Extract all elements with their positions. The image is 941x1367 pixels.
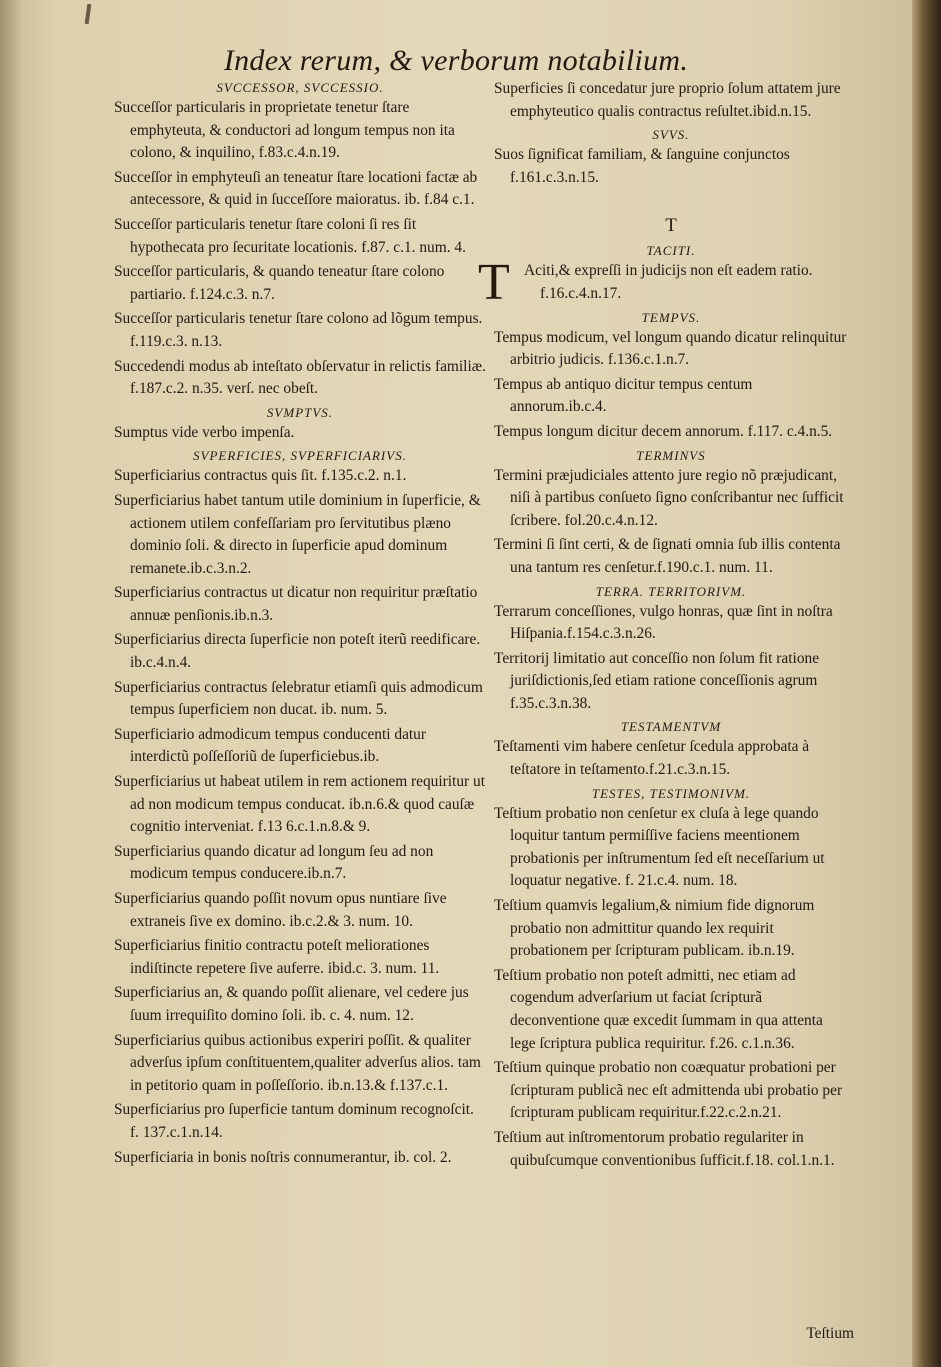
index-entry: Tempus modicum, vel longum quando dicatur relinquitur arbitrio judicis. f.136.c.1.n.7. [494, 328, 847, 369]
section-heading: TEMPVS. [641, 309, 701, 325]
catchword: Teſtium [806, 1325, 854, 1342]
index-entry: Succeſſor particularis tenetur ſtare coloni ſi res ſit hypothecata pro ſecuritate locationis. f.87. c.1. num. 4. [114, 215, 466, 256]
index-entry: Superficies ſi concedatur jure proprio ſolum attatem jure emphyteutico qualis contractus reſultet.ibid.n.15. [494, 80, 841, 120]
index-entry: Superficiarius pro ſuperficie tantum dominum recognoſcit. f. 137.c.1.n.14. [114, 1101, 474, 1141]
index-entry: Teſtamenti vim habere cenſetur ſcedula approbata à teſtatore in teſtamento.f.21.c.3.n.15. [494, 738, 810, 779]
index-entry: Suos ſignificat familiam, & ſanguine conjunctos f.161.c.3.n.15. [494, 146, 790, 186]
drop-cap: T [478, 254, 510, 312]
index-entry: Sumptus vide verbo impenſa. [114, 423, 295, 441]
index-entry: Teſtium quamvis legalium,& nimium fide dignorum probatio non admittitur quando lex requirit probationem per ſcripturam publicam. ib.n.19. [494, 897, 815, 960]
index-entry: Terrarum conceſſiones, vulgo honras, quæ ſint in noſtra Hiſpania.f.154.c.3.n.26. [494, 602, 833, 643]
index-entry: Superficiarius quando dicatur ad longum ſeu ad non modicum tempus conducere.ib.n.7. [114, 842, 434, 883]
section-heading: TERMINVS [636, 447, 706, 463]
index-entry [478, 254, 848, 312]
section-heading: SVVS. [652, 127, 690, 143]
index-entry: Superficiarius contractus ſelebratur etiamſi quis admodicum tempus ſuperficiem non ducat. ib. num. 5. [114, 678, 483, 719]
index-entry: Superficiarius quibus actionibus experiri poſſit. & qualiter adverſus ipſum conſtituentem,qualiter adverſus alios. tam in petitorio quam in poſſeſſorio. ib.n.13.& f.137.c.1. [114, 1031, 481, 1094]
index-entry: Superficiarius ut habeat utilem in rem actionem requiritur ut ad non modicum tempus conducat. ib.n.6.& quod cauſæ cognitio interveniat. f.13 6.c.1.n.8.& 9. [114, 773, 485, 836]
index-entry: Teſtium quinque probatio non coæquatur probationi per ſcripturam publicã nec eſt admittenda ubi probatio per ſcripturam publicam requiritur.f.22.c.2.n.21. [494, 1059, 843, 1122]
index-entry: Succedendi modus ab inteſtato obſervatur in relictis familiæ. f.187.c.2. n.35. verſ. nec obeſt. [114, 357, 486, 398]
index-entry: Teſtium aut inſtromentorum probatio regulariter in quibuſcumque conventionibus ſufficit.f.18. col.1.n.1. [494, 1128, 835, 1169]
section-heading: TESTES, TESTIMONIVM. [591, 785, 751, 801]
index-entry: Territorij limitatio aut conceſſio non ſolum fit ratione juriſdictionis,ſed etiam ratione conceſſionis agrum f.35.c.3.n.38. [494, 649, 820, 712]
index-entry: Tempus longum dicitur decem annorum. f.117. c.4.n.5. [494, 422, 833, 440]
index-entry: Teſtium probatio non cenſetur ex cluſa à lege quando loquitur tantum permiſſive faciens meentionem probationis per inſtrumentum ſed eſt neceſſarium ut loquatur negative. f. 21.c.4. num. 18. [494, 804, 825, 890]
index-entry: Succeſſor particularis, & quando teneatur ſtare colono partiario. f.124.c.3. n.7. [114, 263, 445, 303]
section-heading: SVMPTVS. [266, 404, 334, 420]
section-heading: SVPERFICIES, SVPERFICIARIVS. [193, 448, 407, 464]
index-entry: Teſtium probatio non poteſt admitti, nec etiam ad cogendum adverſarium ut faciat ſcripturã deconventione quæ excedit ſummam in qua attenta lege ſcriptura publica requiritur. f.26. c.1.n.36. [494, 966, 823, 1052]
index-entry: Superficiarius quando poſſit novum opus nuntiare ſive extraneis ſive ex domino. ib.c.2.& 3. num. 10. [114, 890, 447, 930]
index-entry: Superficiaria in bonis noſtris connumerantur, ib. col. 2. [114, 1148, 452, 1166]
entry-text: Aciti,& expreſſi in judicijs non eſt eadem ratio. f.16.c.4.n.17. [524, 262, 813, 302]
index-entry: Termini præjudiciales attento jure regio nõ præjudicant, niſi à partibus conſueto ſigno conſcribantur nec ſufficit ſcribere. fol.20.c.4.n.12. [494, 466, 844, 529]
section-heading: TERRA. TERRITORIVM. [595, 583, 747, 599]
right-column [478, 78, 848, 1174]
index-entry: Succeſſor particularis in proprietate tenetur ſtare emphyteuta, & conductori ad longum tempus non ita colono, & inquilino, f.83.c.4.n.19. [114, 99, 455, 162]
index-entry: Succeſſor particularis tenetur ſtare colono ad lõgum tempus. f.119.c.3. n.13. [114, 310, 483, 350]
index-entry: Tempus ab antiquo dicitur tempus centum annorum.ib.c.4. [494, 375, 753, 416]
section-heading: TESTAMENTVM [620, 719, 722, 735]
binding-shadow [0, 0, 22, 1367]
page-edge [912, 0, 941, 1367]
letter-divider: T [665, 215, 677, 237]
index-entry: Succeſſor in emphyteuſi an teneatur ſtare locationi factæ ab antecessore, & quid in ſucceſſore maioratus. ib. f.84 c.1. [114, 168, 478, 209]
index-entry: Superficiario admodicum tempus conducenti datur interdictũ poſſeſſoriũ de ſuperficiebus.ib. [114, 725, 426, 766]
index-entry: Termini ſi ſint certi, & de ſignati omnia ſub illis contenta una tantum res cenſetur.f.190.c.1. num. 11. [494, 536, 841, 576]
left-column [114, 78, 486, 1171]
index-entry: Superficiarius finitio contractu poteſt meliorationes indiſtincte repetere ſive auferre. ibid.c. 3. num. 11. [114, 937, 440, 977]
index-entry: Superficiarius contractus ut dicatur non requiritur præſtatio annuæ penſionis.ib.n.3. [114, 584, 478, 624]
index-entry: Superficiarius habet tantum utile dominium in ſuperficie, & actionem utilem confeſſariam pro ſervitutibus plæno dominio ſoli. & directo in ſuperficie apud dominum remanete.ib.c.3.n.2. [114, 491, 481, 577]
section-heading: TACITI. [646, 243, 696, 259]
index-entry: Superficiarius an, & quando poſſit alienare, vel cedere jus ſuum irrequiſito domino ſoli. ib. c. 4. num. 12. [114, 984, 469, 1024]
section-heading: SVCCESSOR, SVCCESSIO. [216, 80, 384, 95]
index-entry: Superficiarius directa ſuperficie non poteſt iterũ reedificare. ib.c.4.n.4. [114, 631, 481, 672]
page-header: Index rerum, & verborum notabilium. [223, 44, 689, 77]
index-entry: Superficiarius contractus quis ſit. f.135.c.2. n.1. [114, 467, 407, 485]
ink-mark [85, 4, 92, 24]
